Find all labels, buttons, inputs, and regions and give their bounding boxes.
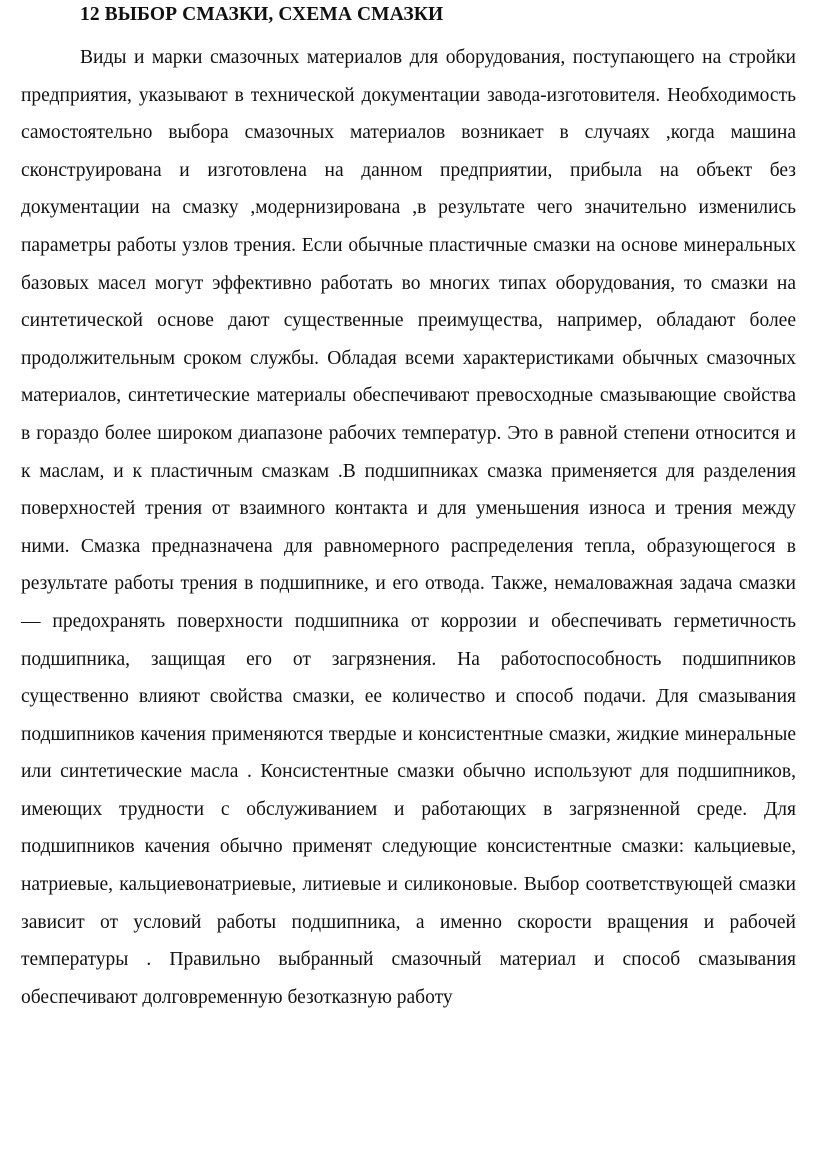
document-page [21,0,796,1016]
body-paragraph: Виды и марки смазочных материалов для оборудования, поступающего на стройки предприятия, указывают в технической документации завода-изготовителя. Необходимость самостоятельно выбора смазочных материалов возникает в случаях ,когда машина сконструирована и изготовлена на данном предприятии, прибыла на объект без документации на смазку ,модернизирована ,в результате чего значительно изменились параметры работы узлов трения. Если обычные пластичные смазки на основе минеральных базовых масел могут эффективно работать во многих типах оборудования, то смазки на синтетической основе дают существенные преимущества, например, обладают более продолжительным сроком службы. Обладая всеми характеристиками обычных смазочных материалов, синтетические материалы обеспечивают превосходные смазывающие свойства в гораздо более широком диапазоне рабочих температур. Это в равной степени относится и к маслам, и к пластичным смазкам .В подшипниках смазка применяется для разделения поверхностей трения от взаимного контакта и для уменьшения износа и трения между ними. Смазка предназначена для равномерного распределения тепла, образующегося в результате работы трения в подшипнике, и его отвода. Также, немаловажная задача смазки — предохранять поверхности подшипника от коррозии и обеспечивать герметичность подшипника, защищая его от загрязнения. На работоспособность подшипников существенно влияют свойства смазки, ее количество и способ подачи. Для смазывания подшипников качения применяются твердые и консистентные смазки, жидкие минеральные или синтетические масла . Консистентные смазки обычно используют для подшипников, имеющих трудности с обслуживанием и работающих в загрязненной среде. Для подшипников качения обычно применят следующие консистентные смазки: кальциевые, натриевые, кальциевонатриевые, литиевые и силиконовые. Выбор соответствующей смазки зависит от условий работы подшипника, а именно скорости вращения и рабочей температуры . Правильно выбранный смазочный материал и способ смазывания обеспечивают долговременную безотказную работу [21,47,796,1008]
section-heading: 12 ВЫБОР СМАЗКИ, СХЕМА СМАЗКИ [80,4,444,25]
